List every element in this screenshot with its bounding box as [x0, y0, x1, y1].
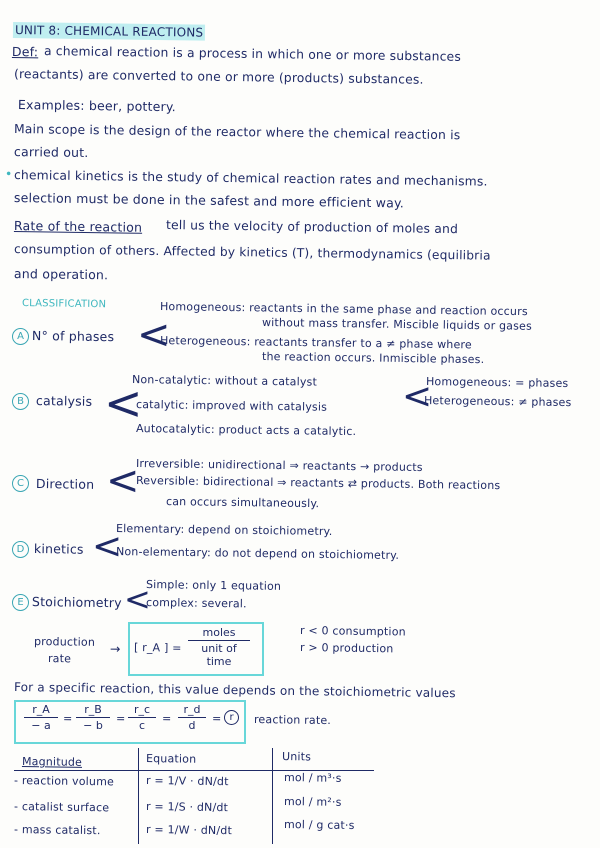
elementary: Elementary: depend on stoichiometry. [115, 522, 333, 539]
table-row-2-units: mol / m²·s [283, 795, 342, 809]
stoich-relation-text: For a specific reaction, this value depends on the stoichiometric values [13, 680, 456, 701]
reversible-line-2: can occurs simultaneously. [165, 495, 320, 511]
section-e-marker: E [12, 594, 29, 611]
kinetics-title: kinetics [33, 541, 84, 557]
reaction-rate-label: reaction rate. [253, 713, 332, 728]
production-label-1: production [33, 635, 96, 649]
production-denominator-1: unit of [201, 642, 237, 655]
autocatalytic: Autocatalytic: product acts a catalytic. [135, 422, 357, 439]
section-a-marker: A [12, 328, 29, 345]
irreversible: Irreversible: unidirectional ⇒ reactants → products [135, 457, 423, 475]
table-row-3-equation: r = 1/W · dN/dt [145, 823, 233, 838]
catalytic-sub-brace: < [402, 376, 433, 417]
equals-2: = [115, 712, 126, 726]
production-label-2: rate [47, 652, 72, 666]
heterogeneous-line-2: the reaction occurs. Inmiscible phases. [261, 350, 485, 367]
fraction-a: r_A − a [24, 703, 58, 732]
catalytic: catalytic: improved with catalysis [135, 398, 328, 414]
kinetics-line-2: selection must be done in the safest and more efficient way. [13, 190, 405, 211]
table-row-1-magnitude: - reaction volume [13, 774, 115, 789]
stoichiometry-brace: < [124, 580, 151, 618]
unit-title: UNIT 8: CHEMICAL REACTIONS [13, 22, 206, 41]
reversible-line-1: Reversible: bidirectional ⇒ reactants ⇄ products. Both reactions [135, 474, 501, 493]
rate-label: Rate of the reaction [13, 218, 143, 235]
table-header-equation: Equation [145, 752, 197, 766]
homogeneous-line-1: Homogeneous: reactants in the same phase and reaction occurs [159, 300, 528, 319]
equals-4: = [211, 712, 222, 726]
catalysis-brace: < [104, 376, 143, 430]
production-fraction [188, 626, 250, 668]
table-row-3-units: mol / g cat·s [283, 818, 355, 832]
consumption-note: r < 0 consumption [299, 624, 406, 639]
definition-line-2: (reactants) are converted to one or more (products) substances. [13, 67, 424, 87]
simple-stoich: Simple: only 1 equation [145, 578, 282, 593]
fraction-b: r_B − b [76, 703, 110, 732]
fraction-d: r_d d [178, 703, 206, 732]
heterogeneous-line-1: Heterogeneous: reactants transfer to a ≠ phase where [159, 334, 473, 352]
table-row-2-equation: r = 1/S · dN/dt [145, 800, 229, 815]
phases-brace: < [137, 312, 171, 358]
production-note: r > 0 production [299, 641, 394, 656]
production-denominator-2: time [206, 655, 232, 668]
equals-3: = [161, 712, 172, 726]
table-divider-2 [272, 748, 273, 844]
definition-label: Def: [11, 44, 39, 60]
table-row-1-equation: r = 1/V · dN/dt [145, 774, 229, 789]
homogeneous-line-2: without mass transfer. Miscible liquids or gases [261, 316, 533, 333]
table-row-1-units: mol / m³·s [283, 771, 342, 785]
fraction-c: r_c c [128, 703, 156, 732]
rate-line-3: and operation. [13, 266, 109, 283]
production-arrow: → [109, 641, 121, 657]
stoichiometry-title: Stoichiometry [31, 594, 122, 611]
rate-line-2: consumption of others. Affected by kinetics (T), thermodynamics (equilibria [13, 242, 491, 263]
catalysis-title: catalysis [35, 393, 93, 409]
non-catalytic: Non-catalytic: without a catalyst [131, 373, 318, 389]
complex-stoich: complex: several. [145, 596, 247, 611]
non-elementary: Non-elementary: do not depend on stoichiometry. [115, 545, 400, 562]
direction-brace: < [106, 458, 140, 504]
bullet-dot: • [4, 166, 13, 182]
section-c-marker: C [12, 475, 29, 492]
table-row-2-magnitude: - catalist surface [13, 800, 110, 815]
table-row-3-magnitude: - mass catalist. [13, 823, 101, 838]
production-numerator: moles [202, 626, 236, 639]
classification-heading: CLASSIFICATION [21, 298, 107, 311]
main-scope-line-1: Main scope is the design of the reactor where the chemical reaction is [13, 122, 461, 143]
production-symbol: [ r_A ] = [133, 641, 182, 655]
examples: Examples: beer, pottery. [17, 97, 177, 115]
direction-title: Direction [35, 476, 95, 492]
phases-title: N° of phases [31, 328, 115, 345]
section-b-marker: B [12, 393, 29, 410]
table-header-magnitude: Magnitude [21, 755, 83, 769]
reaction-rate-symbol: r [224, 710, 239, 725]
table-divider-1 [138, 748, 139, 844]
catalytic-heterogeneous: Heterogeneous: ≠ phases [423, 394, 572, 410]
rate-line-1: tell us the velocity of production of moles and [165, 218, 459, 237]
equals-1: = [62, 712, 73, 726]
kinetics-line-1: chemical kinetics is the study of chemical reaction rates and mechanisms. [13, 168, 488, 189]
main-scope-line-2: carried out. [13, 144, 89, 161]
kinetics-brace: < [92, 526, 123, 567]
section-d-marker: D [12, 541, 29, 558]
catalytic-homogeneous: Homogeneous: = phases [425, 375, 569, 390]
table-header-units: Units [281, 750, 312, 764]
definition-line-1: a chemical reaction is a process in which one or more substances [43, 44, 462, 64]
